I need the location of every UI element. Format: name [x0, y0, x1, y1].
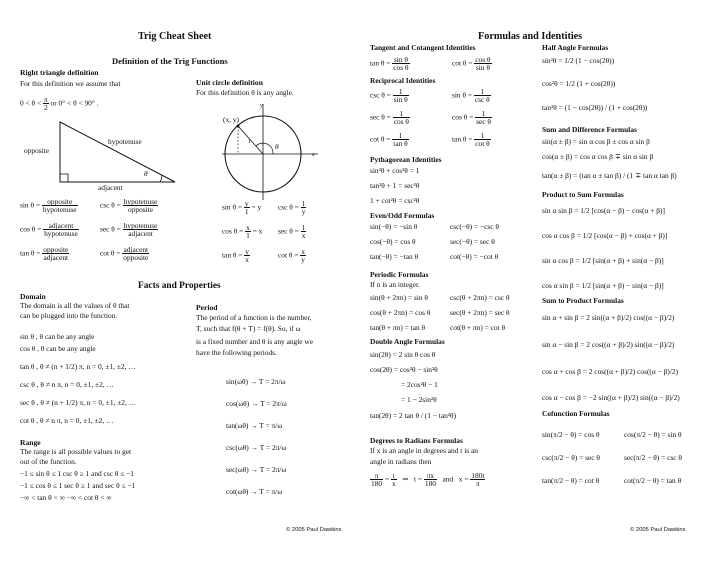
- cot-identity: cot θ = $\frac{\text{cos θ}}{\text{sin θ}}$: [452, 55, 491, 73]
- right-footer: © 2005 Paul Dawkins: [630, 527, 686, 533]
- double-angle-heading: Double Angle Formulas: [370, 337, 445, 346]
- domain-text-2: can be plugged into the function.: [20, 311, 118, 320]
- facts-heading: Facts and Properties: [138, 281, 221, 291]
- pythagorean-item: tan²θ + 1 = sec²θ: [370, 181, 420, 190]
- cofunction-item: sin(π/2 − θ) = cos θ: [542, 430, 600, 439]
- cofunction-item: cos(π/2 − θ) = sin θ: [624, 430, 682, 439]
- half-angle-item: tan²θ = (1 − cos(2θ)) / (1 + cos(2θ)): [542, 103, 648, 112]
- sum-difference-item: sin(α ± β) = sin α cos β ± cos α sin β: [542, 137, 650, 146]
- right-title: Formulas and Identities: [478, 31, 583, 42]
- cofunction-heading: Cofunction Formulas: [542, 409, 610, 418]
- cofunction-item: sec(π/2 − θ) = csc θ: [624, 453, 682, 462]
- double-angle-item: cos(2θ) = cos²θ − sin²θ: [370, 365, 438, 374]
- period-text-2: T, such that f(θ + T) = f(θ). So, if ω: [196, 324, 301, 333]
- period-item: tan(ωθ) → T = π/ω: [226, 421, 283, 430]
- reciprocal-item: cos θ = $\frac{1}{\text{sec θ}}$: [452, 109, 491, 127]
- reciprocal-item: sec θ = $\frac{1}{\text{cos θ}}$: [370, 109, 409, 127]
- sum-difference-heading: Sum and Difference Formulas: [542, 125, 637, 134]
- reciprocal-item: tan θ = $\frac{1}{\text{cot θ}}$: [452, 131, 490, 149]
- product-to-sum-item: cos α cos β = 1/2 [cos(α − β) + cos(α + β)]: [542, 231, 668, 240]
- periodic-item: sin(θ + 2πn) = sin θ: [370, 293, 428, 302]
- periodic-item: sec(θ + 2πn) = sec θ: [450, 308, 510, 317]
- period-item: cot(ωθ) → T = π/ω: [226, 487, 283, 496]
- rt-cos-formula: cos θ = $\frac{\text{adjacent}}{\text{hypotenuse}}$: [20, 221, 78, 239]
- even-odd-item: sec(−θ) = sec θ: [450, 237, 495, 246]
- period-text-1: The period of a function is the number,: [196, 313, 312, 322]
- domain-item: cot θ , θ ≠ n π, n = 0, ±1, ±2, …: [20, 416, 114, 425]
- unit-circle-heading: Unit circle definition: [196, 78, 263, 87]
- periodic-item: cot(θ + πn) = cot θ: [450, 323, 506, 332]
- reciprocal-item: csc θ = $\frac{1}{\text{sin θ}}$: [370, 87, 408, 105]
- even-odd-item: cos(−θ) = cos θ: [370, 237, 416, 246]
- adjacent-label: adjacent: [98, 183, 123, 192]
- reciprocal-heading: Reciprocal Identities: [370, 76, 436, 85]
- even-odd-item: csc(−θ) = −csc θ: [450, 222, 499, 231]
- range-item: −1 ≤ cos θ ≤ 1 sec θ ≥ 1 and sec θ ≤ −1: [20, 481, 136, 490]
- domain-item: cos θ , θ can be any angle: [20, 344, 96, 353]
- uc-sin-formula: sin θ = $\frac{y}{1}$ = y: [222, 199, 262, 217]
- rt-sec-formula: sec θ = $\frac{\text{hypotenuse}}{\text{adjacent}}$: [100, 221, 158, 239]
- tangent-cotangent-heading: Tangent and Cotangent Identities: [370, 43, 476, 52]
- periodic-item: csc(θ + 2πn) = csc θ: [450, 293, 510, 302]
- cofunction-item: cot(π/2 − θ) = tan θ: [624, 476, 682, 485]
- period-item: csc(ωθ) → T = 2π/ω: [226, 443, 287, 452]
- half-angle-item: cos²θ = 1/2 (1 + cos(2θ)): [542, 79, 616, 88]
- periodic-item: cos(θ + 2πn) = cos θ: [370, 308, 431, 317]
- left-title: Trig Cheat Sheet: [138, 31, 212, 42]
- range-item: −1 ≤ sin θ ≤ 1 csc θ ≥ 1 and csc θ ≤ −1: [20, 469, 134, 478]
- cofunction-item: tan(π/2 − θ) = cot θ: [542, 476, 600, 485]
- double-angle-item: = 1 − 2sin²θ: [401, 395, 437, 404]
- reciprocal-item: cot θ = $\frac{1}{\text{tan θ}}$: [370, 131, 408, 149]
- reciprocal-item: sin θ = $\frac{1}{\text{csc θ}}$: [452, 87, 490, 105]
- domain-heading: Domain: [20, 292, 46, 301]
- period-text-4: have the following periods.: [196, 348, 277, 357]
- hypotenuse-label: hypotenuse: [108, 137, 142, 146]
- period-item: sin(ωθ) → T = 2π/ω: [226, 377, 286, 386]
- rt-tan-formula: tan θ = $\frac{\text{opposite}}{\text{adjacent}}$: [20, 245, 69, 263]
- pythagorean-heading: Pythagorean Identities: [370, 155, 442, 164]
- unit-point-label: (x, y): [223, 115, 240, 124]
- y-axis-label: y: [260, 103, 263, 109]
- sum-to-product-item: cos α − cos β = −2 sin((α + β)/2) sin((α − β)/2): [542, 393, 680, 402]
- deg-rad-text-1: If x is an angle in degrees and t is an: [370, 446, 478, 455]
- range-text-1: The range is all possible values to get: [20, 447, 132, 456]
- product-to-sum-item: sin α cos β = 1/2 [sin(α + β) + sin(α − β)]: [542, 256, 664, 265]
- uc-tan-formula: tan θ = $\frac{y}{x}$: [222, 247, 249, 265]
- periodic-heading: Periodic Formulas: [370, 270, 429, 279]
- range-item: −∞ < tan θ < ∞ −∞ < cot θ < ∞: [20, 493, 112, 502]
- half-angle-item: sin²θ = 1/2 (1 − cos(2θ)): [542, 56, 615, 65]
- deg-rad-heading: Degrees to Radians Formulas: [370, 436, 463, 445]
- domain-item: tan θ , θ ≠ (n + 1/2) π, n = 0, ±1, ±2, …: [20, 362, 136, 371]
- pythagorean-item: 1 + cot²θ = csc²θ: [370, 196, 420, 205]
- even-odd-heading: Even/Odd Formulas: [370, 211, 435, 220]
- sum-to-product-heading: Sum to Product Formulas: [542, 296, 624, 305]
- cofunction-item: csc(π/2 − θ) = sec θ: [542, 453, 600, 462]
- periodic-note: If n is an integer.: [370, 280, 420, 289]
- product-to-sum-item: sin α sin β = 1/2 [cos(α − β) − cos(α + β)]: [542, 206, 665, 215]
- tan-identity: tan θ = $\frac{\text{sin θ}}{\text{cos θ}}$: [370, 55, 409, 73]
- period-item: cos(ωθ) → T = 2π/ω: [226, 399, 287, 408]
- domain-item: sec θ , θ ≠ (n + 1/2) π, n = 0, ±1, ±2, …: [20, 398, 137, 407]
- uc-sec-formula: sec θ = $\frac{1}{x}$: [278, 223, 306, 241]
- double-angle-item: tan(2θ) = 2 tan θ / (1 − tan²θ): [370, 411, 457, 420]
- unit-theta-label: θ: [275, 142, 279, 151]
- double-angle-item: sin(2θ) = 2 sin θ cos θ: [370, 350, 436, 359]
- triangle-theta-label: θ: [144, 169, 148, 178]
- unit-circle-intro: For this definition θ is any angle.: [196, 88, 294, 97]
- rt-sin-formula: sin θ = $\frac{\text{opposite}}{\text{hypotenuse}}$: [20, 197, 77, 215]
- product-to-sum-heading: Product to Sum Formulas: [542, 190, 624, 199]
- sum-to-product-item: cos α + cos β = 2 cos((α + β)/2) cos((α − β)/2): [542, 367, 679, 376]
- x-axis-label: x: [312, 152, 315, 158]
- pythagorean-item: sin²θ + cos²θ = 1: [370, 166, 420, 175]
- sum-difference-item: cos(α ± β) = cos α cos β ∓ sin α sin β: [542, 152, 654, 161]
- left-footer: © 2005 Paul Dawkins: [286, 527, 342, 533]
- even-odd-item: sin(−θ) = −sin θ: [370, 222, 418, 231]
- domain-item: sin θ , θ can be any angle: [20, 332, 95, 341]
- periodic-item: tan(θ + πn) = tan θ: [370, 323, 426, 332]
- rt-cot-formula: cot θ = $\frac{\text{adjacent}}{\text{opposite}}$: [100, 245, 149, 263]
- definition-heading: Definition of the Trig Functions: [112, 56, 228, 66]
- rt-csc-formula: csc θ = $\frac{\text{hypotenuse}}{\text{opposite}}$: [100, 197, 158, 215]
- period-heading: Period: [196, 303, 218, 312]
- half-angle-heading: Half Angle Formulas: [542, 43, 609, 52]
- range-heading: Range: [20, 438, 41, 447]
- double-angle-item: = 2cos²θ − 1: [401, 380, 438, 389]
- product-to-sum-item: cos α sin β = 1/2 [sin(α + β) − sin(α − β)]: [542, 281, 664, 290]
- radius-one-label: 1: [248, 139, 251, 145]
- uc-csc-formula: csc θ = $\frac{1}{y}$: [278, 199, 306, 217]
- range-text-2: out of the function.: [20, 457, 77, 466]
- uc-cot-formula: cot θ = $\frac{x}{y}$: [278, 247, 305, 265]
- domain-item: csc θ , θ ≠ n π, n = 0, ±1, ±2, …: [20, 380, 114, 389]
- period-text-3: is a fixed number and θ is any angle we: [196, 337, 314, 346]
- deg-rad-text-2: angle in radians then: [370, 457, 432, 466]
- sum-to-product-item: sin α − sin β = 2 cos((α + β)/2) sin((α − β)/2): [542, 340, 675, 349]
- deg-rad-formula: $\frac{\pi}{180}$ = $\frac{t}{x}$ ⇒ t = $\frac{\pi x}{180}$ and x = $\frac{180t}{\pi}$: [371, 471, 485, 489]
- opposite-label: opposite: [24, 146, 50, 155]
- right-triangle-range: 0 < θ < $\frac{\pi}{2}$ or 0° < θ < 90° .: [20, 95, 99, 113]
- sum-difference-item: tan(α ± β) = (tan α ± tan β) / (1 ∓ tan α tan β): [542, 171, 677, 180]
- period-item: sec(ωθ) → T = 2π/ω: [226, 465, 287, 474]
- even-odd-item: tan(−θ) = −tan θ: [370, 252, 419, 261]
- uc-cos-formula: cos θ = $\frac{x}{1}$ = x: [222, 223, 263, 241]
- domain-text-1: The domain is all the values of θ that: [20, 301, 130, 310]
- right-triangle-intro: For this definition we assume that: [20, 79, 121, 88]
- even-odd-item: cot(−θ) = −cot θ: [450, 252, 499, 261]
- right-triangle-heading: Right triangle definition: [20, 68, 99, 77]
- sum-to-product-item: sin α + sin β = 2 sin((α + β)/2) cos((α − β)/2): [542, 313, 675, 322]
